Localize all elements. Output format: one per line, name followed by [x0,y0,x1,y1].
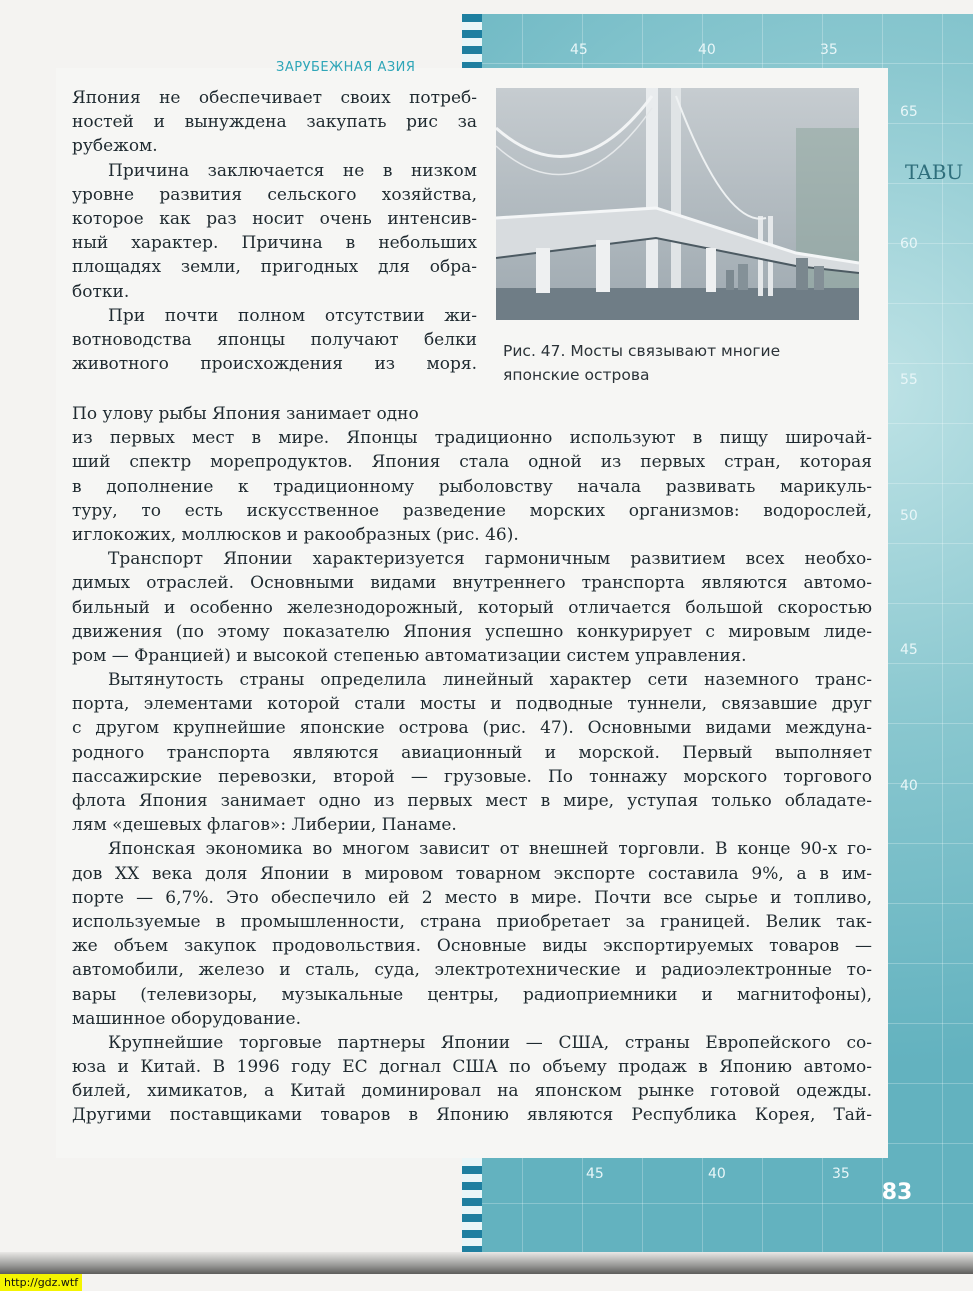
text-line: родного транспорта являются авиационный и морской. Первый выполняет [72,742,872,763]
map-grid-label: 60 [900,236,918,252]
text-line: животного происхождения из моря. [72,354,477,375]
map-grid-label: 50 [900,508,918,524]
text-line: ный характер. Причина в небольших [72,233,477,254]
text-line: По улову рыбы Япония занимает одно [72,404,419,424]
text-line: Причина заключается не в низком [108,160,477,181]
caption-line: Рис. 47. Мосты связывают многие [503,342,781,360]
figure-caption [503,340,843,388]
text-line: порте — 6,7%. Это обеспечило ей 2 место в мире. Почти все сырье и топливо, [72,887,872,908]
text-line: юза и Китай. В 1996 году ЕС догнал США по объему продаж в Японию автомо- [72,1057,872,1078]
text-line: ший спектр морепродуктов. Япония стала одной из первых стран, которая [72,452,872,473]
section-header: ЗАРУБЕЖНАЯ АЗИЯ [276,60,416,75]
text-line: пассажирские перевозки, второй — грузовые. По тоннажу морского торгового [72,766,872,787]
body-text-narrow [72,86,477,376]
text-line: которое как раз носит очень интенсив- [72,208,477,229]
bridge-photo [496,88,859,320]
text-line: лям «дешевых флагов»: Либерии, Панаме. [72,815,457,836]
map-grid-label: 45 [570,42,588,58]
text-line: Крупнейшие торговые партнеры Японии — США, страны Европейского со- [108,1032,872,1053]
text-line: флота Япония занимает одно из первых мест в мире, уступая только обладате- [72,791,872,811]
bridge-illustration [496,88,859,320]
text-line: используемые в промышленности, страна приобретает за границей. Велик так- [72,911,872,932]
text-line: туру, то есть искусственное разведение морских организмов: водорослей, [72,500,872,521]
source-url-tag[interactable]: http://gdz.wtf [0,1274,82,1291]
text-line: Другими поставщиками товаров в Японию являются Республика Корея, Тай- [72,1105,872,1126]
text-line: Транспорт Японии характеризуется гармоничным развитием всех необхо- [108,549,872,570]
page-number: 83 [881,1179,913,1205]
text-line: Японская экономика во многом зависит от внешней торговли. В конце 90-х го- [108,839,872,860]
text-line: дов XX века доля Японии в мировом товарном экспорте составила 9%, а в им- [72,863,872,884]
text-line: уровне развития сельского хозяйства, [72,184,477,205]
book-fold-shadow [0,1252,973,1274]
text-line: ботки. [72,281,130,302]
map-grid-label: 65 [900,104,918,120]
caption-line: японские острова [503,366,650,385]
map-grid-label: 40 [900,778,918,794]
body-text-wide [72,402,872,1128]
text-line: движения (по этому показателю Япония успешно конкурирует с мировым лиде- [72,621,872,642]
map-text-fragment: TABU [905,160,964,184]
text-line: ностей и вынуждена закупать рис за [72,112,477,133]
text-line: же объем закупок продовольствия. Основные виды экспортируемых товаров — [72,936,872,957]
text-line: Вытянутость страны определила линейный характер сети наземного транс- [108,670,872,691]
text-line: При почти полном отсутствии жи- [108,305,477,326]
text-line: ром — Францией) и высокой степенью автоматизации систем управления. [72,645,747,666]
text-line: площадях земли, пригодных для обра- [72,257,477,278]
map-grid-label: 40 [708,1166,726,1182]
map-grid-label: 55 [900,372,918,388]
text-line: вары (телевизоры, музыкальные центры, радиоприемники и магнитофоны), [72,984,872,1005]
map-grid-label: 45 [586,1166,604,1182]
text-line: машинное оборудование. [72,1008,301,1029]
text-line: бильный и особенно железнодорожный, который отличается большой скоростью [72,597,872,618]
text-line: в дополнение к традиционному рыболовству начала развивать марикуль- [72,476,872,497]
text-line: из первых мест в мире. Японцы традиционно используют в пищу широчай- [72,428,872,449]
map-grid-label: 40 [698,42,716,58]
map-grid-label: 35 [832,1166,850,1182]
text-line: с другом крупнейшие японские острова (рис. 47). Основными видами междуна- [72,718,872,739]
map-grid-label: 45 [900,642,918,658]
text-line: Япония не обеспечивает своих потреб- [72,88,477,108]
bottom-map-strip [482,1160,862,1264]
text-line: автомобили, железо и сталь, суда, электротехнические и радиоэлектронные то- [72,960,872,981]
text-line: билей, химикатов, а Китай доминировал на японском рынке готовой одежды. [72,1081,872,1102]
text-line: димых отраслей. Основными видами внутреннего транспорта являются автомо- [72,573,872,594]
text-line: вотноводства японцы получают белки [72,329,477,350]
text-line: иглокожих, моллюсков и ракообразных (рис. 46). [72,524,519,545]
text-line: рубежом. [72,136,158,157]
text-line: порта, элементами которой стали мосты и подводные туннели, связавшие друг [72,694,872,715]
map-grid-label: 35 [820,42,838,58]
